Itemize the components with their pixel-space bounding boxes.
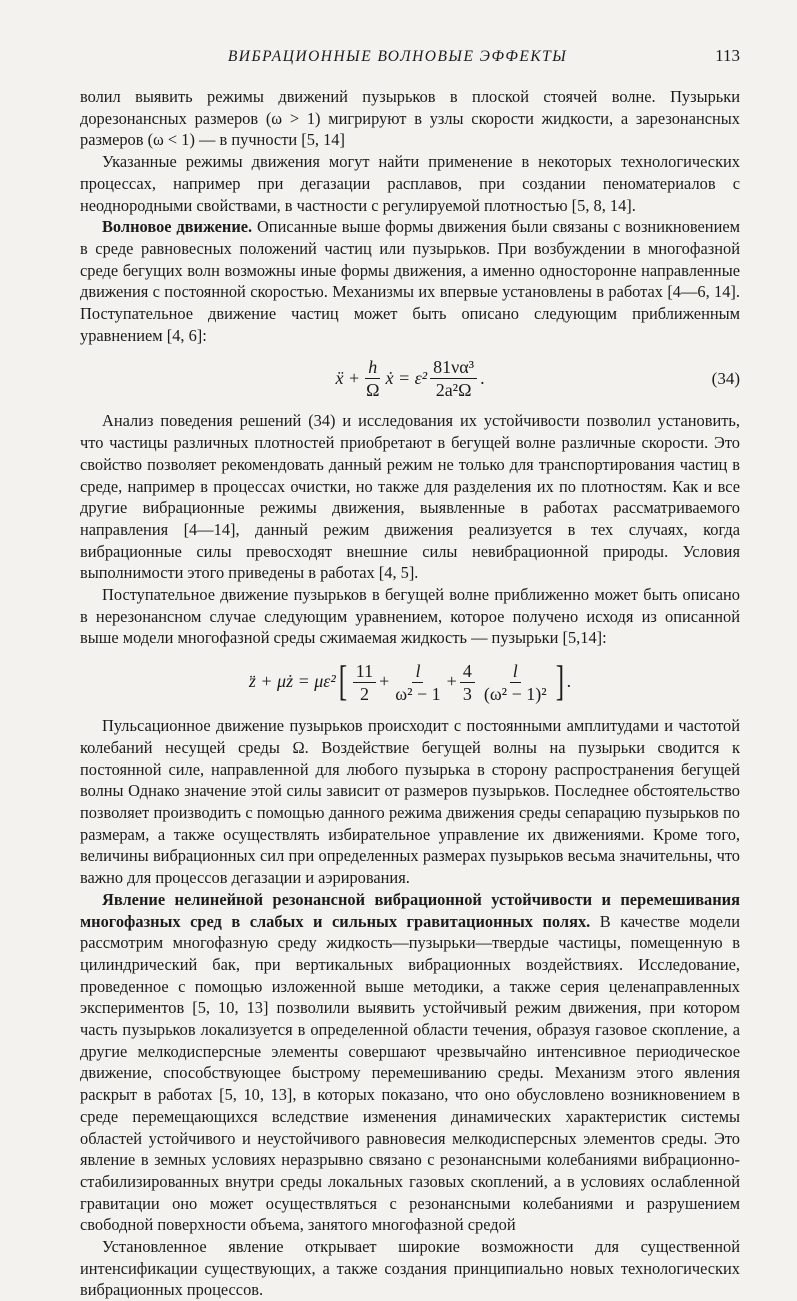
- eq2-term-4: [481, 660, 550, 705]
- equation-bubble-motion: [80, 649, 740, 715]
- paragraph-2: Указанные режимы движения могут найти применение в некоторых технологических процессах, например при дегазации расплавов, при создании пеноматериалов с неоднородными свойствами, в частности с регулируемой плотностью [5, 8, 14].: [80, 152, 740, 215]
- eq34-middle: ẋ = ε²: [385, 367, 428, 388]
- eq34-frac2-numerator: 81να³: [430, 356, 477, 379]
- section-heading-resonant-stability: Явление нелинейной резонансной вибрационной устойчивости и перемешивания многофазных сред в слабых и сильных гравитационных полях.: [80, 889, 740, 931]
- paragraph-3-text: Описанные выше формы движения были связаны с возникновением в среде равновесных положений частиц или пузырьков. При возбуждении в многофазной среде бегущих волн возможны иные формы движения, а именно односторонне направленные движения с постоянной скоростью. Механизмы их впервые установлены в работах [4—6, 14]. Поступательное движение частиц может быть описано следующим приближенным уравнением [4, 6]:: [80, 217, 741, 345]
- eq34-frac2-denominator: 2a²Ω: [435, 379, 472, 400]
- running-title: ВИБРАЦИОННЫЕ ВОЛНОВЫЕ ЭФФЕКТЫ: [227, 48, 568, 65]
- paragraph-3: [80, 216, 740, 346]
- eq34-lhs: ẍ +: [335, 367, 361, 388]
- eq2-t2-denominator: ω² − 1: [395, 683, 441, 704]
- eq2-t3-denominator: 3: [462, 683, 472, 704]
- equation-number: (34): [711, 368, 740, 388]
- paragraph-7: [80, 889, 740, 1236]
- paragraph-7-text: В качестве модели рассмотрим многофазную среду жидкость—пузырьки—твердые частицы, помещенную в цилиндрический бак, при вертикальных вибрационных воздействиях. Исследование, проведенное с помощью изложенной выше методики, а также серия целенаправленных экспериментов [5, 10, 13] позволили выявить устойчивый режим движения, при котором часть пузырьков локализуется в определенной области течения, образуя газовое скопление, а другие мелкодисперсные элементы совершают чрезвычайно интенсивное периодическое движение, способствующее быстрому перемешиванию среды. Механизм этого явления раскрыт в работах [5, 10, 13], в которых показано, что оно обусловлено возникновением в среде перемещающихся вследствие изменения динамических характеристик системы областей устойчивого и неустойчивого равновесия мелкодисперсных элементов среды. Это явление в земных условиях неразрывно связано с резонансными колебаниями вибрационно-стабилизированных внутри среды локальных газовых скоплений, а в условиях ослабленной гравитации оно может осуществляться с резонансными колебаниями и разрушением свободной поверхности объема, занятого многофазной средой: [80, 911, 740, 1235]
- paragraph-1: волил выявить режимы движений пузырьков в плоской стоячей волне. Пузырьки дорезонансных размеров (ω > 1) мигрируют в узлы скорости жидкости, а зарезонансных размеров (ω < 1) — в пучности [5, 14]: [80, 87, 740, 150]
- eq34-fraction-2: [430, 356, 477, 401]
- page-number: 113: [715, 46, 740, 65]
- eq2-t4-numerator: l: [510, 660, 521, 683]
- eq2-t4-denominator: (ω² − 1)²: [483, 683, 547, 704]
- equation-34: [80, 346, 740, 410]
- eq2-end: .: [566, 671, 572, 692]
- left-bracket-glyph: [: [338, 659, 347, 706]
- eq34-frac1-denominator: Ω: [366, 379, 380, 400]
- page-body: [80, 86, 740, 1301]
- eq2-t3-numerator: 4: [460, 660, 475, 683]
- section-heading-wave-motion: Волновое движение.: [102, 217, 253, 237]
- paragraph-6: Пульсационное движение пузырьков происходит с постоянными амплитудами и частотой колебаний несущей среды Ω. Воздействие бегущей волны на пузырьки сводится к постоянной силе, направленной для любого пузырька в сторону распространения бегущей волны Однако значение этой силы зависит от размеров пузырьков. Последнее обстоятельство позволяет производить с помощью данного режима движения среды сепарацию пузырьков по размерам, а также осуществлять избирательное управление их движениями. Кроме того, величины вибрационных сил при определенных размерах пузырьков весьма значительны, что важно для процессов дегазации и аэрирования.: [80, 716, 740, 888]
- eq2-t1-denominator: 2: [359, 683, 369, 704]
- eq2-term-3: [460, 660, 475, 705]
- eq2-lhs: z̈ + μż = με²: [248, 671, 336, 692]
- eq2-t2-numerator: l: [412, 660, 423, 683]
- eq2-term-2: [392, 660, 443, 705]
- eq2-t1-numerator: 11: [353, 660, 376, 683]
- eq2-plus-2: +: [446, 671, 457, 692]
- eq34-end: .: [480, 367, 485, 388]
- eq34-fraction-1: [363, 356, 382, 401]
- paragraph-5: Поступательное движение пузырьков в бегущей волне приближенно может быть описано в нерезонансном случае следующим уравнением, которое получено исходя из описанной выше модели многофазной среды сжимаемая жидкость — пузырьки [5,14]:: [80, 585, 740, 648]
- eq2-term-1: [353, 660, 376, 705]
- eq2-plus-1: +: [379, 671, 390, 692]
- page-header: [80, 46, 740, 66]
- right-bracket-glyph: ]: [555, 659, 564, 706]
- paragraph-8: Установленное явление открывает широкие возможности для существенной интенсификации существующих, а также создания принципиально новых технологических вибрационных процессов.: [80, 1237, 740, 1300]
- paragraph-4: Анализ поведения решений (34) и исследования их устойчивости позволил установить, что частицы различных плотностей приобретают в бегущей волне различные скорости. Это свойство позволяет рекомендовать данный режим не только для транспортирования частиц в среде, например в процессах очистки, но также для разделения их по плотностям. Как и все другие вибрационные режимы движения, выявленные в работах рассматриваемого направления [4—14], данный режим движения реализуется в тех случаях, когда вибрационные силы превосходят внешние силы невибрационной природы. Условия выполнимости этого приведены в работах [4, 5].: [80, 411, 740, 583]
- eq34-frac1-numerator: h: [365, 356, 380, 379]
